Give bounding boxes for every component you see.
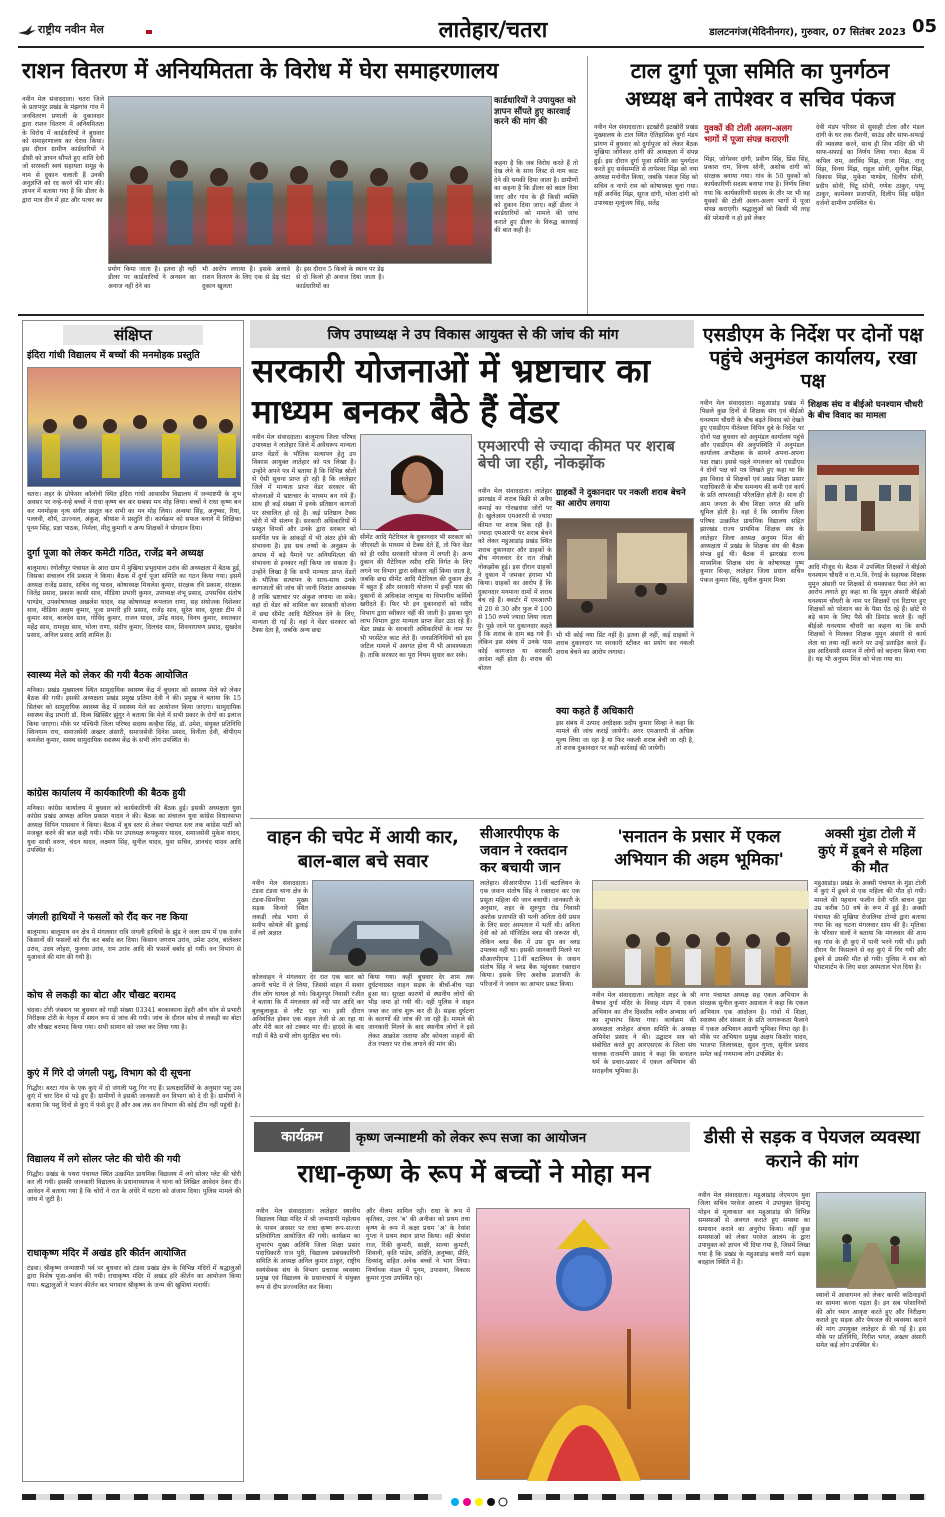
briefs-title: संक्षिप्त <box>63 325 203 345</box>
story1-col3: भी आरोप लगाया है। इसके अलावे राशन वितरण के लिए एक से डेढ़ घंटा दुकान खुलता <box>202 266 290 290</box>
lower-rule <box>250 1116 924 1117</box>
brief3-text: मनिका। प्रखंड मुख्यालय स्थित सामुदायिक स्वास्थ्य केंद्र में बुधवार को स्वास्थ्य मेले को लेकर बैठक की गयी। इसकी अध्यक्षता प्रखंड प्रमुख प्रतिमा देवी ने की। प्रमुख ने बताया कि 15 सितंबर को सामुदायिक स्वास्थ्य केंद्र में स्वास्थ्य मेले का आयोजन किया जाएगा। सामुदायिक स्वास्थ्य केंद्र प्रभारी डॉ. दिव्य खिस्सिर झुंगुर ने बताया कि मेले में सभी प्रकार के रोगों का इलाज किया जाएगा। मौके पर पश्चिमी जिला परिषद सदस्य कन्हैया सिंह, डॉ. उमेश, संयुक्त प्रतिनिधि स्विनगाम राय, समाजसेवी अख्तर अंसारी, समाजसेवी दिनेश प्रसाद, विनीता देवी, बीपीएम कमलेश कुमार, स्वस्थ सामुदायिक स्वास्थ्य केंद्र के सभी लोग उपस्थित थे। <box>27 687 241 745</box>
brief3-head: स्वास्थ्य मेले को लेकर की गयी बैठक आयोजित <box>27 670 188 681</box>
brief7-text: गिद्धौर। बरटा गांव के एक कुएं में दो जंगली पशु गिर गए हैं। प्रत्यक्षदर्शियों के अनुसार पशु उस कुएं में चार दिन से पड़े हुए हैं। ग्रामीणों ने इसकी जानकारी वन विभाग को दे दी है। ग्रामीणों ने बताया कि पशु दिनों से कुएं में फंसे हुए हैं और अब तक वन विभाग की कोई टीम नहीं पहुंची है। <box>27 1085 241 1109</box>
story5-subhead: शिक्षक संघ व बीईओ घनश्याम चौधरी के बीच विवाद का मामला <box>808 400 923 421</box>
footer-bar-right <box>518 1494 926 1500</box>
brief5-head: जंगली हाथियों ने फसलों को रौंद कर नष्ट किया <box>27 912 188 923</box>
story5-office-photo <box>808 430 926 560</box>
bird-logo-icon <box>18 22 36 34</box>
brief9-text: टंडवा। श्रीकृष्ण जन्माष्टमी पर्व पर बुधवार को टंडवा प्रखंड क्षेत्र के विभिन्न मंदिरों में श्रद्धालुओं द्वारा विशेष पूजा-अर्चना की गयी। राधाकृष्ण मंदिर में अखंड हरि कीर्तन का आयोजन किया गया। श्रद्धालुओं ने भजन कीर्तन कर भगवान श्रीकृष्ण के जन्म की खुशियां मनायीं। <box>27 1265 241 1289</box>
story1-col2: प्रयोग किया जाता है। इतना ही नहीं डीलर पर कार्डधारियों ने अनसन का अनाज नहीं देने का <box>108 266 196 290</box>
story10-child-photo <box>476 1208 690 1480</box>
brief6-text: चंदवा। टोरी जंक्शन पर बुधवार को गाड़ी संख्या 03341 बरकाकाना डेहरी ऑन सोन से प्रभारी निरीक्षक टोरी के नेतृत्व में सघन रूप से जांच की गयी। जांच के दौरान कोच से लकड़ी का बोटा और चौखट बरामद किया गया। सभी सामान को जब्त कर लिया गया है। <box>27 1007 241 1031</box>
registration-mark-icon <box>450 1492 510 1502</box>
story6-col1: नवीन मेल संवाददाता। टंडवा टंडवा थाना क्षेत्र के टंडवा-सिमरिया मुख्य सड़क किनारे स्थित लकड़ी लोड भागा से समीप कोयले की ढुलाई में लगे अज्ञात <box>252 880 308 938</box>
story4-officer-subhead: क्या कहते हैं अधिकारी <box>556 706 634 717</box>
dateline: डालटनगंज(मेदिनीनगर), गुरुवार, 07 सितंबर 2023 <box>709 27 906 38</box>
brief2-head: दुर्गा पूजा को लेकर कमेटी गठित, राजेंद्र बने अध्यक्ष <box>27 548 204 559</box>
story4-col3: इस संबंध में उत्पाद अधीक्षक प्रदीप कुमार सिन्हा ने कहा कि मामले की जांच कराई जायेगी। अगर एमआरपी से अधिक मूल्य लिया जा रहा है या फिर नकली शराब बेची जा रही है, तो शराब दुकानदार पर कड़ी कार्रवाई की जायेगी। <box>556 720 694 753</box>
brief6-head: कोच से लकड़ी का बोटा और चौखट बरामद <box>27 990 176 1001</box>
red-accent <box>146 30 152 34</box>
story2-col3: देवी मंडप परिसर से सुसाही टोला और मंडल दांगी के घर तक रौशनी, साउंड और साफ-सफाई की व्यवस्था करने, साथ ही शिव मंदिर की भी साफ-सफाई का निर्णय लिया गया। बैठक में कपिल राम, अरविंद मिंझ, राजा मिंझ, राजू मिंझ, विनय मिंझ, राहुल सोनी, सुनील मिंझ, विकास मिंझ, मुकेश पाण्डेय, दिलीप सोनी, प्रदीप सोनी, पिंटू सोनी, गणेश ठाकुर, पप्पू ठाकुर, कामेश्वर प्रजापति, दिलीप सिंह सहित दर्जनों ग्रामीण उपस्थित थे। <box>816 124 924 207</box>
footer-color-bar <box>22 1492 926 1502</box>
story1-callout-text: कार्डधारियों ने उपायुक्त को ज्ञापन सौंपते हुए कारवाई करने की मांग की <box>494 96 576 127</box>
story10-kicker: कृष्ण जन्माष्टमी को लेकर रूप सजा का आयोजन <box>356 1131 587 1146</box>
brief4-text: मनिका। कांग्रेस कार्यालय में बुधवार को कार्यकारिणी की बैठक हुई। इसकी अध्यक्षता युवा कांग्रेस प्रखंड अध्यक्ष अनिल प्रकाश यादव ने की। बैठक का संचालन युवा कांग्रेस विधानसभा अध्यक्ष विपिन पासवान ने किया। बैठक में बूथ स्तर से लेकर पंचायत स्तर तक कांग्रेस पार्टी को मजबूत करने की बात कही गयी। मौके पर उपाध्यक्ष रूपकुमार यादव, समाजसेवी मुकेश यादव, युवा साथी वरुण, चंदन यादव, लक्ष्मण सिंह, सुनील यादव, युवा सचिव, ज्ञानचंद यादव आदि उपस्थित थे। <box>27 805 241 855</box>
story1-protest-photo <box>108 96 492 264</box>
story2-col1: नवीन मेल संवाददाता। इटखोरी इटखोरी प्रखंड मुख्यालय के टाल स्थित ऐतिहासिक दुर्गा मंडप प्रांगण में बुधवार को दुर्गापूजा को लेकर बैठक मुखिया जोगेश्वर दांगी की अध्यक्षता में संपन्न हुई। इस दौरान दुर्गा पूजा समिति का पुनर्गठन करते हुए सर्वसम्मति से तापेश्वर मिंझ को नया अध्यक्ष मनोनीत किया, जबकि पंकज सिंह को सचिव व नागो राम को कोषाध्यक्ष चुना गया। वहीं अरविंद मिंझ, सूरज दांगी, भोला दांगी को उपाध्यक्ष मृत्युंजय सिंह, सतेंद्र <box>594 124 698 207</box>
story11-col1: नवीन मेल संवाददाता। महुआडांड़ जेएमएम युवा जिला सचिव परवेज आलम ने उपायुक्त हिमांशु मोहन से मुलाकात कर महुआडांड़ की विभिन्न समस्याओं से अवगत कराते हुए समस्या का समाधान कराने का अनुरोध किया। वहीं कुछ समस्याओं को लेकर परवेज आलम के द्वारा उपायुक्त को ज्ञापन भी दिया गया है, जिसमें लिखा गया है कि प्रखंड के महुआडांड़ बनारी मार्ग सड़क बदहाल स्थिति में है। <box>698 1192 810 1267</box>
brief2-text: बालूमाथ। रंगोलीपुर पंचायत के आरा ग्राम में मुखिया प्रभुदयाल उरांव की अध्यक्षता में बैठक हुई, जिसका संचालन रवि प्रकाश ने किया। बैठक में दुर्गा पूजा समिति का गठन किया गया। इसमें अध्यक्ष राजेंद्र प्रसाद, सचिव नंदू यादव, कोषाध्यक्ष मिथलेश कुमार, संरक्षक रवि प्रकाश, संरक्षक जितेंद्र प्रसाद, प्रकाश कासी साव, मीडिया प्रभारी कुमार, उपाध्यक्ष शंभू प्रसाद, उपसचिव संतोष पाण्डेय, उपकोषाध्यक्ष अखलेश यादव, सह कोषाध्यक्ष रूपलाल राणा, सह संयोजक विशेश्वर साव, मीडिया अक्षय कुमार, पूजा प्रभारी हरि प्रसाद, राजेंद्र साव, सुरेश साव, सुरक्षा टीम में कुमार साव, बालदेव साव, गोविंद कुमार, राजन यादव, उपेंद्र यादव, विनय कुमार, स्नातकार महेंद्र साव, रामवृक्ष साव, भोला राणा, संदीप कुमार, दिलचंद साव, शिवनारायण प्रसाद, सुखदेव प्रसाद, अनिल प्रसाद आदि शामिल हैं। <box>27 565 241 640</box>
story8-col2-visible: नगर पंचायत अध्यक्ष सह एकल अभियान के संरक्षक सुनील कुमार अग्रवाल ने कहा कि एकल अभियान एक आंदोलन है। गांवों में शिक्षा, स्वास्थ्य और संस्कार के प्रति जागरूकता फैलाने में एकल अभियान अग्रणी भूमिका निभा रहा है। मौके पर अभियान प्रमुख अक्षय किशोर यादव, भाजपा जिलाध्यक्ष, सुदन गुप्ता, सुनील प्रसाद समेत कई गणमान्य लोग उपस्थित थे। <box>700 992 808 1058</box>
story4-col2: भी भी कोई नया प्रिंट नहीं है। इतना ही नहीं, कई ग्राहकों ने शराब दुकानदार पर सरकारी स्टीकर का प्रयोग कर नकली शराब बेचने का आरोप लगाया। <box>556 632 694 656</box>
story3-col2: सीमेंट आदि मैटेरियल के दुकानदार भी सरकार को जीएसटी के माध्यम से टैक्स देते हैं, तो फिर वेंडर को ही रसीद सरकारी योजना में लगती है। अन्य दुकान की मैटेरियल रसीद राशि निर्गत के लिए लगने पर विभाग द्वारा स्वीकार नहीं किया जाता है, जबकि छद्म सीमेंट आदि मैटेरियल की दुकान क्षेत्र में बहुत हैं और सरकारी योजना में इन्हीं पास की दुकानों से अधिकांश लाभुक या विभागीय कर्मियों खरीदते हैं। फिर भी इन दुकानदारों को रसीद विभाग द्वारा स्वीकार नहीं की जाती है। इसका पूरा लाभ विभाग द्वारा मान्यता प्राप्त वेंडर उठा रहे हैं। वेंडर प्रखंड के सरकारी अधिकारियों के नाम पर भी परसेंटेज काट लेते हैं। जनप्रतिनिधियों को इस जटिल मामले में अवगत होना मैं भी आवश्यकता है। ताकि सरकार का पूरा नियम सुधार कर सके। <box>360 534 472 659</box>
story9-headline: अक्सी मुंडा टोली में कुएं में डूबने से महिला की मौत <box>818 827 922 876</box>
story1-col5: है। इस दौरान 5 किलो के स्थान पर डेढ़ से दो किलो ही अनाज दिया जाता है। कार्डधारियों का <box>296 266 384 290</box>
story2-headline-line2: अध्यक्ष बने तापेश्वर व सचिव पंकज <box>625 87 895 111</box>
story1-callout <box>494 96 578 146</box>
story2-subhead: युवकों की टोली अलग-अलग भागों में पूजा संपन्न कराएगी <box>704 124 793 145</box>
briefs-column <box>22 320 244 1482</box>
story11-col2: स्थानों में आवागमन को लेकर काफी कठिनाइयों का सामना करना पड़ता है। इन सब परेशानियों की ओर ध्यान आकृष्ट करते हुए और निरीक्षण कराते हुए सड़क और पेयजल की व्यवस्था कराने की मांग उपायुक्त लातेहार से की गई है। इस मौके पर प्रतिनिधि, गिरीश भगत, अख्तर अंसारी समेत कई लोग उपस्थित थे। <box>816 1292 926 1350</box>
story10-col1: नवीन मेल संवाददाता। लातेहार स्थानीय विद्यालय विद्या मंदिर में श्री जन्माष्टमी महोत्सव के पावन अवसर पर राधा कृष्ण रूप-सज्जा प्रतियोगिता आयोजित की गयी। कार्यक्रम का शुभारंभ मुख्य अतिथि जिला शिक्षा प्रसार पदाधिकारी राज पुरी, विद्यालय प्रबंधकारिणी समिति के अध्यक्ष अनिल कुमार ठाकुर, राष्ट्रीय स्वयंसेवक संघ के विभाग प्रचारक व्यवस्था प्रमुख एवं विद्यालय के प्रधानाचार्य ने संयुक्त रूप से दीप प्रज्ज्वलित कर किया। <box>256 1208 360 1291</box>
story8-col1: नवीन मेल संवाददाता। लातेहार शहर के श्री वैष्णव दुर्गा मंदिर के विवाह मंडप में एकल अभियान का तीन दिवसीय नवीन अभ्यास वर्ग का शुभारंभ किया गया। कार्यक्रम की अध्यक्षता लातेहार अंचल समिति के अध्यक्ष अमिनेश प्रसाद ने की। उद्घाटन सत्र को संबोधित करते हुए आरएसएस के जिला संघ चालक राजमणि प्रसाद ने कहा कि सनातन धर्म के प्रचार-प्रसार में एकल अभियान की सराहनीय भूमिका है। <box>592 992 696 1075</box>
brief1-text: चतरा। शहर के प्रोफेसर कॉलोनी स्थित इंदिरा गांधी आवासीय विद्यालय में जन्माष्टमी के शुभ अवसर पर नन्हे-नन्हे बच्चों ने राधा कृष्ण बन कर सबका मन मोह लिया। बच्चों ने राधा कृष्ण बन कर मनमोहक नृत्य संगीत प्रस्तुत कर सभी का मन मोह लिया। अन्वया सिंह, अनुष्का, रिया, पल्लवी, शौर्य, उज्ज्वल, अंकुश, श्रीयांश ने प्रस्तुति दी। कार्यक्रम को सफल बनाने में शिक्षिका पूनम सिंह, प्रज्ञा पाठक, निर्मला, मीतू कुमारी व अन्य शिक्षकों ने योगदान दिया। <box>27 491 241 532</box>
story4-col1: नवीन मेल संवाददाता। लातेहार झारखंड में शराब बिक्री से अवैध कमाई का गोरखधंधा जोरों पर है। खुलेआम एमआरपी से ज्यादा कीमत पर शराब बिक रही है। ज्यादा एमआरपी पर शराब बेचने को लेकर महुआडांड़ प्रखंड स्थित शराब दुकानदार और ग्राहकों के बीच मंगलवार देर रात तीखी नोकझोंक हुई। इस दौरान ग्राहकों ने दुकान में जमकर हंगामा भी किया। ग्राहकों का आरोप है कि दुकानदार मनमाना दामों में शराब बेच रहे हैं। क्वार्टर में एमआरपी से 20 से 30 और फुल में 100 से 150 रुपये ज्यादा लिया जाता है। पूछे जाने पर दुकानदार कहते हैं कि शराब के दाम बढ़ गये हैं। लेकिन इस संबंध में उनके पास कोई कागजात या सरकारी आदेश नहीं होता है। शराब की बोतल <box>478 488 552 672</box>
story6-headline: वाहन की चपेट में आयी कार, बाल-बाल बचे सवार <box>267 827 459 872</box>
story3-col1: नवीन मेल संवाददाता। बालूमाथ जिला परिषद उपाध्यक्ष ने लातेहार जिले में अवैधरूप मान्यता प्राप्त वेंडरों के भौतिक सत्यापन हेतु उप विकास आयुक्त लातेहार को पत्र लिखा है। उन्होंने अपने पत्र में बताया है कि विभिन्न स्रोतों से ऐसी सूचना प्राप्त हो रही है कि लातेहार जिले में मान्यता प्राप्त वेंडर सरकार की योजनाओं में भ्रष्टाचार के माध्यम बन गये हैं। साथ ही कई संख्या में इनके प्रतिष्ठान कागजों पर संचालित हो रहे हैं। कई प्रतिष्ठान टैक्स चोरी में भी संलग्न हैं। सरकारी अधिकारियों में प्रस्तुत विपत्रों और उनके द्वारा सरकार को समर्पित पत्र के आंकड़ों में भी अंतर होने की संभावना है। इस सब तथ्यों के अनुक्रम के अभाव में बड़े पैमाने पर अनियमितता की संभावना से इनकार नहीं किया जा सकता है। उन्होंने लिखा है कि सभी मान्यता प्राप्त वेंडरों के भौतिक सत्यापन के साथ-साथ उनके कागजातों की जांच की जानी नितांत आवश्यक है ताकि भ्रष्टाचार पर अंकुश लगाया जा सके। वहां दो वेंडर को शामिल कर सरकारी योजना में छद्म सीमेंट आदि मैटेरियल देने के लिए, मान्यता दी गई है। वहां ने वेंडर सरकार को टैक्स देता है, जबकि अन्य छद्म <box>252 434 356 635</box>
story3-headline: सरकारी योजनाओं में भ्रष्टाचार का माध्यम बनकर बैठे हैं वेंडर <box>252 351 651 431</box>
page-number: 05 <box>912 16 938 37</box>
story3-portrait-photo <box>360 434 472 530</box>
story3-kicker: जिप उपाध्यक्ष ने उप विकास आयुक्त से की जांच की मांग <box>327 327 619 343</box>
story6-col2: कोलवाहन ने मंगलवार देर रात एक कार को अपनी चपेट में ले लिया, जिससे वाहन में सवार तीन लोग घायल हो गये। किशुनपुर निवासी रंजीत ने बताया कि मैं मंगलवार को नदी पार आदि कर बुलबुलाकुड से लौट रहा था। इसी दौरान अनियंत्रित होकर एक वाहन तेजी से आ रहा था और मेरी कार को टक्कर मार दी। हादसे के बाद गाड़ी में बैठे सभी लोग सुरक्षित बच गये। <box>252 974 364 1040</box>
story10-label: कार्यक्रम <box>254 1122 350 1152</box>
story5-col2: आदि मौजूद थे। बैठक में उपस्थित शिक्षकों ने बीईओ घनश्याम चौधरी व रा.म.वि. रेंगाई के सहायक शिक्षक मुमुन अंसारी पर शिक्षकों से धमकाकर पैसा लेने का आरोप लगाते हुए कहा था कि मुमुन अंसारी बीईओ घनश्याम चौधरी के नाम पर शिक्षकों एवं रिटायर हुए शिक्षकों को परेशान कर के पैसा ऐंठ रहे हैं। छोटे से बड़े काम के लिए पैसे की डिमांड करते हैं। वहीं बीईओ घनश्याम चौधरी का कहना था कि सभी शिक्षकों ने मिलकर शिक्षक मुमुन अंसारी से कार्य लेता था तथा नहीं करने पर उन्हें प्रताड़ित करते हैं। इस आदिवासी समाज में लोगों को बदनाम किया गया है। यह भी अनुपम मिंज को भेजा गया था। <box>808 564 926 664</box>
brief4-head: कांग्रेस कार्यालय में कार्यकारिणी की बैठक हुयी <box>27 788 186 799</box>
story6-col3: किया गया। कहीं बुधवार देर शाम तक दुर्घटनाग्रस्त वाहन सड़क के बीचों-बीच पड़ा हुआ था। सुरक्षा कारणों से स्थानीय लोगों की भीड़ जमा हो गयी थी। वहीं पुलिस ने वाहन जब्त कर जांच शुरू कर दी है। सड़क दुर्घटना के कारणों की जांच की जा रही है। मामले की जानकारी मिलने के बाद स्थानीय लोगों ने इसे लेकर आक्रोश जताया और कोयला वाहनों की तेज रफ्तार पर रोक लगाने की मांग की। <box>368 974 474 1049</box>
story2-headline-line1: टाल दुर्गा पूजा समिति का पुनर्गठन <box>630 59 890 83</box>
masthead <box>18 12 938 46</box>
brief1-photo <box>27 367 241 487</box>
story6-car-photo <box>312 880 474 972</box>
brief7-head: कुएं में गिरे दो जंगली पशु, विभाग को दी सूचना <box>27 1068 191 1079</box>
story10-col2: और नीलम शामिल रही। राधा के रूप में कृतिका, उत्तर 'ब' की अनीका को प्रथम तथा कृष्ण के रूप में कक्षा प्रथम 'अ' के रेवांश गुप्ता ने प्रथम स्थान प्राप्त किया। वहीं श्रेयांश राज, रिंकी कुमारी, साक्षी, सान्या कुमारी, शिवानी, कृति पांडेय, अदिति, अनुष्का, प्रीति, दिव्यांशु सहित अनेक बच्चों ने भाग लिया। निर्णायक मंडल में पुनम, उपासना, विकास कुमार गुप्ता उपस्थित रहे। <box>366 1208 470 1283</box>
story1-col4: कहना है कि जब विरोध करते हैं तो देख लेने के साथ लिस्ट से नाम काट देने की धमकी दिया जाता है। ग्रामीणों का कहना है कि डीलर को बदल दिया जाए और गांव के ही किसी व्यक्ति को दुकान दिया जाए। वहीं डीलर ने कार्डधारियों को मामले की जांच कराते हुए डीलर के विरुद्ध कारवाई की बात कही है। <box>494 160 578 235</box>
mid-rule <box>250 818 924 819</box>
story5-headline: एसडीएम के निर्देश पर दोनों पक्ष पहुंचे अनुमंडल कार्यालय, रखा पक्ष <box>703 324 923 392</box>
masthead-rule <box>18 46 924 48</box>
section-title: लातेहार/चतरा <box>438 18 548 43</box>
story4-headline: एमआरपी से ज्यादा कीमत पर शराब बेची जा रही, नोकझोंक <box>478 437 675 472</box>
story9-col: महुआडांड़। प्रखंड के अक्सी पंचायत के मुंडा टोली में कुएं में डूबने से एक महिला की मौत हो गयी। मामले की पहचान फलीन देवी पति बाचन मुंडा उम्र करीब 50 वर्ष के रूप में हुई है। अक्सी पंचायत की मुखिया रोजलिया टोप्पो द्वारा बताया गया कि वह घटना मंगलवार शाम की है। मृतिका के परिवार वालों ने बताया कि मंगलवार की शाम वह गांव के ही कुएं में पानी भरने गयी थी। इसी दौरान पैर फिसलने से वह कुएं में गिर गयी और डूबने से उसकी मौत हो गयी। पुलिस ने शव को पोस्टमार्टम के लिए सदर अस्पताल भेज दिया है। <box>814 880 926 972</box>
story4-subhead: ग्राहकों ने दुकानदार पर नकली शराब बेचने का आरोप लगाया <box>556 488 686 509</box>
story1-headline: राशन वितरण में अनियमितता के विरोध में घेरा समाहरणालय <box>22 59 499 84</box>
story5-col1: नवीन मेल संवाददाता। महुआडांड़ प्रखंड में पिछले कुछ दिनों से शिक्षक संघ एवं बीईओ घनश्याम चौधरी के बीच बढ़ते विवाद को देखते हुए एसडीएम नीतेश्वर विपिन दुबे के निर्देश पर दोनों पक्ष बुधवार को अनुमंडल कार्यालय पहुंचे और एसडीएम की अनुपस्थिति में अनुमंडल कार्यालय अभीक्षक के सामने अपना-अपना पक्ष रखा। इससे पहले मंगलवार को एसडीएम ने दोनों पक्ष को पत्र लिखते हुए कहा था कि इस विवाद से शिक्षकों एवं प्रखंड शिक्षा प्रसार पदाधिकारी के बीच समन्वय की कमी एवं कार्य के प्रति लापरवाही परिलक्षित होती है। साथ ही आम जनता के बीच शिक्षा जगत की छवि धूमिल होती है। वहां दें कि स्थानीय जिला परिषद उत्क्रमित प्राथमिक विद्यालय सहित झारखंड राज्य प्राथमिक शिक्षक संघ के लातेहार जिला अध्यक्ष अनुपम मिंज की अध्यक्षता में प्रखंड के शिक्षक संघ की बैठक संपन्न हुई थी। बैठक में झारखंड राज्य माध्यमिक शिक्षक संघ के कोषाध्यक्ष पुष्प कुमार सिन्हा, लातेहार जिला प्रधान सचिव पंकज कुमार सिंह, सुनील कुमार मिश्रा <box>700 400 804 584</box>
story1-col1: नवीन मेल संवाददाता। चतरा जिले के प्रतापपुर प्रखंड के मंझगांव गांव में जनवितरण प्रणाली के दुकानदार द्वारा राशन वितरण में अनियमितता के विरोध में कार्डधारियों ने बुधवार को समाहरणालय का घेराव किया। इस दौरान ग्रामीण कार्डधारियों ने डीसी को ज्ञापन सौंपते हुए शांति देवी जो सरस्वती स्वयं सहायता समूह के नाम से दुकान चलाती हैं उनकी अनुज्ञप्ति को रद करने की मांग की। ज्ञापन में बताया गया है कि डीलर के द्वारा मात्र दीन में हाट और पत्थर का <box>22 96 104 204</box>
brief1-head: इंदिरा गांधी विद्यालय में बच्चों की मनमोहक प्रस्तुति <box>27 350 200 361</box>
story8-event-photo <box>592 880 808 988</box>
col-divider <box>587 56 588 314</box>
section-rule <box>18 314 924 316</box>
paper-name: राष्ट्रीय नवीन मेल <box>38 23 104 36</box>
brief5-text: बालूमाथ। बालूमाथ वन क्षेत्र में मंगलवार रात्रि जंगली हाथियों के झुंड ने जला ग्राम में एक दर्जन किसानों की फसलों को रौंद कर बर्बाद कर दिया। किसान जगराम उरांव, उमेश उरांव, बालेश्वर उरांव, उदय लोहरा, फुलवा उरांव, राम उरांव आदि की फसलें बर्बाद हो गयीं। वन विभाग से मुआवजे की मांग की गयी है। <box>27 929 241 962</box>
brief8-head: विद्यालय में लगे सोलर प्लेट की चोरी की गयी <box>27 1154 181 1165</box>
brief8-text: गिद्धौर। प्रखंड के पथरा पंचायत स्थित उत्क्रमित प्राथमिक विद्यालय में लगे सोलर प्लेट की चोरी कर ली गयी। इसकी जानकारी विद्यालय के प्रधानाध्यापक ने थाना को लिखित आवेदन देकर दी। आवेदन में बताया गया है कि चोरों ने रात के अंधेरे में घटना को अंजाम दिया। पुलिस मामले की जांच में जुटी है। <box>27 1171 241 1204</box>
story4-shop-photo <box>556 518 694 628</box>
story2-col2: मिंझ, जोगेश्वर दांगी, प्रवीण सिंह, प्रिंस सिंह, प्रकाश राम, विनय सोनी, अशोक दांगी को संरक्षक बनाया गया। गांव के 50 युवकों को कार्यकारिणी सदस्य बनाया गया है। निर्णय लिया गया कि कार्यकारिणी सदस्य के तौर पर भी वह युवकों की टोली अलग-अलग भागों में पूजा संपन्न कराएगी। श्रद्धालुओं को किसी भी तरह की परेशानी न हो इसे लेकर <box>704 156 810 222</box>
footer-bar-left <box>22 1494 442 1500</box>
story11-headline: डीसी से सड़क व पेयजल व्यवस्था कराने की मांग <box>704 1127 920 1172</box>
story7-headline: सीआरपीएफ के जवान ने रक्तदान कर बचायी जान <box>480 826 568 876</box>
story10-headline: राधा-कृष्ण के रूप में बच्चों ने मोहा मन <box>297 1159 651 1188</box>
story7-col: लातेहार। सीआरपीएफ 11वीं बटालियन के एक जवान संतोष सिंह ने रक्तदान कर एक प्रसूता महिला की जान बचायी। जानकारी के अनुसार, शहर के सुरुपुरा रोड निवासी अशोक प्रजापति की पत्नी अनिता देवी प्रसव के लिए सदर अस्पताल में भर्ती थी। अनिता देवी को ओ पॉजिटिव ब्लड की जरूरत थी, लेकिन ब्लड बैंक में उस ग्रुप का ब्लड उपलब्ध नहीं था। इसकी जानकारी मिलने पर सीआरपीएफ 11वीं बटालियन के जवान संतोष सिंह ने ब्लड बैंक पहुंचकर रक्तदान किया। इसके लिए अशोक प्रजापति के परिजनों ने जवान का आभार प्रकट किया। <box>480 880 580 988</box>
story8-headline: 'सनातन के प्रसार में एकल अभियान की अहम भूमिका' <box>614 827 784 870</box>
brief9-head: राधाकृष्ण मंदिर में अखंड हरि कीर्तन आयोजित <box>27 1248 187 1259</box>
story11-road-photo <box>816 1192 926 1288</box>
